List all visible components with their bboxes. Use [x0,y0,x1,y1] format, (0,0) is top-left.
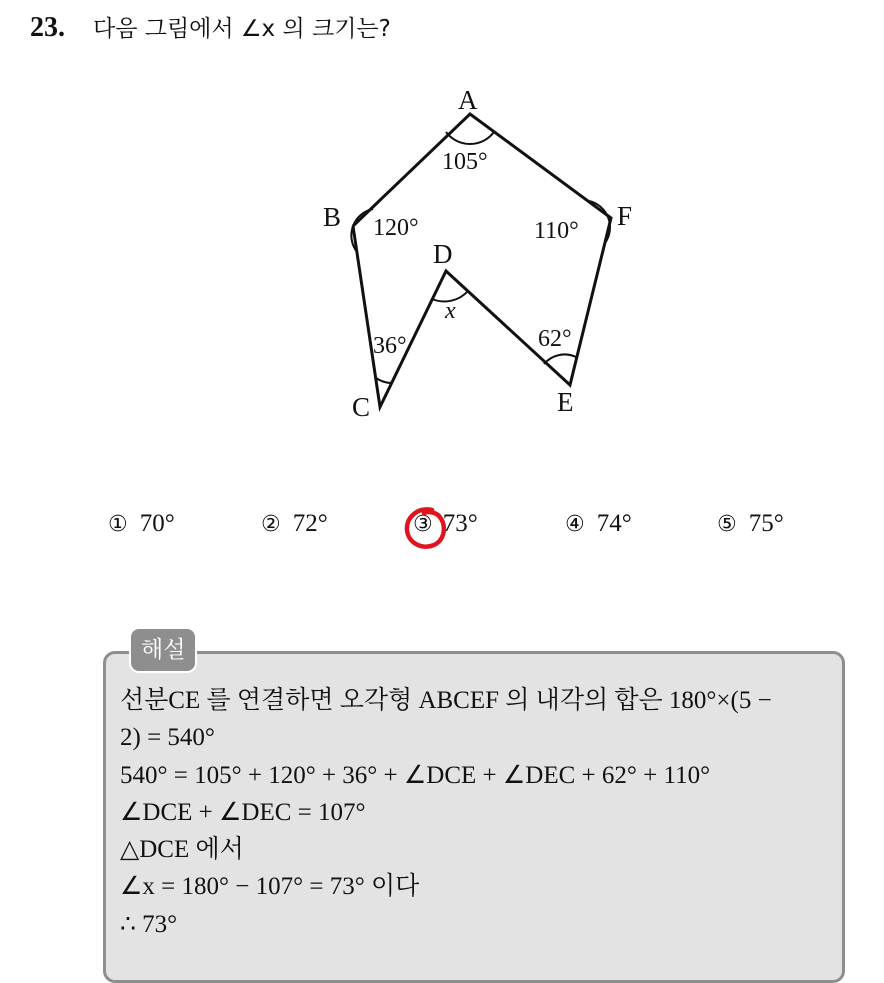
angle-label-b: 120° [373,215,419,241]
choice-1-marker: ① [108,511,128,537]
solution-line-1: 선분CE 를 연결하면 오각형 ABCEF 의 내각의 합은 180°×(5 − [120,687,772,714]
vertex-label-c: C [352,392,371,422]
question-number: 23. [30,12,65,43]
choice-5[interactable] [717,510,784,538]
choice-5-marker: ⑤ [717,511,737,537]
angle-label-f: 110° [534,218,579,244]
figure-angle-labels [373,149,579,359]
vertex-label-f: F [617,201,633,231]
solution-text [120,682,832,943]
vertex-label-b: B [323,202,342,232]
geometry-figure [0,0,884,470]
choice-4-value: 74° [596,510,632,537]
choice-1[interactable] [108,510,175,538]
angle-label-a: 105° [442,149,488,175]
question-text: 다음 그림에서 ∠x 의 크기는? [93,16,391,42]
angle-label-c: 36° [373,333,407,359]
choice-3-value: 73° [442,510,478,537]
angle-arc-a [446,132,494,144]
solution-line-5: △DCE 에서 [120,836,244,864]
angle-label-e: 62° [538,326,572,352]
angle-label-d: x [445,298,456,324]
vertex-label-e: E [557,387,574,417]
angle-arc-c [376,378,391,383]
choice-5-value: 75° [748,510,784,537]
solution-tag: 해설 [129,627,197,673]
selected-answer-circle [402,505,450,553]
angle-arc-e [544,354,576,364]
vertex-label-d: D [433,239,453,269]
figure-vertex-labels [323,85,632,422]
choice-1-value: 70° [139,510,175,537]
choice-3-marker: ③ [413,511,433,537]
choice-4-marker: ④ [565,511,585,537]
choice-2[interactable] [261,510,328,538]
solution-line-4: ∠DCE + ∠DEC = 107° [120,798,366,826]
choice-2-value: 72° [292,510,328,537]
solution-line-6: ∠x = 180° − 107° = 73° 이다 [120,873,420,901]
vertex-label-a: A [458,85,478,115]
choice-2-marker: ② [261,511,281,537]
solution-line-2: 2) = 540° [120,724,215,752]
choice-4[interactable] [565,510,632,538]
solution-line-3: 540° = 105° + 120° + 36° + ∠DCE + ∠DEC + 62° + 110° [120,761,711,789]
solution-line-7: ∴ 73° [120,910,178,938]
